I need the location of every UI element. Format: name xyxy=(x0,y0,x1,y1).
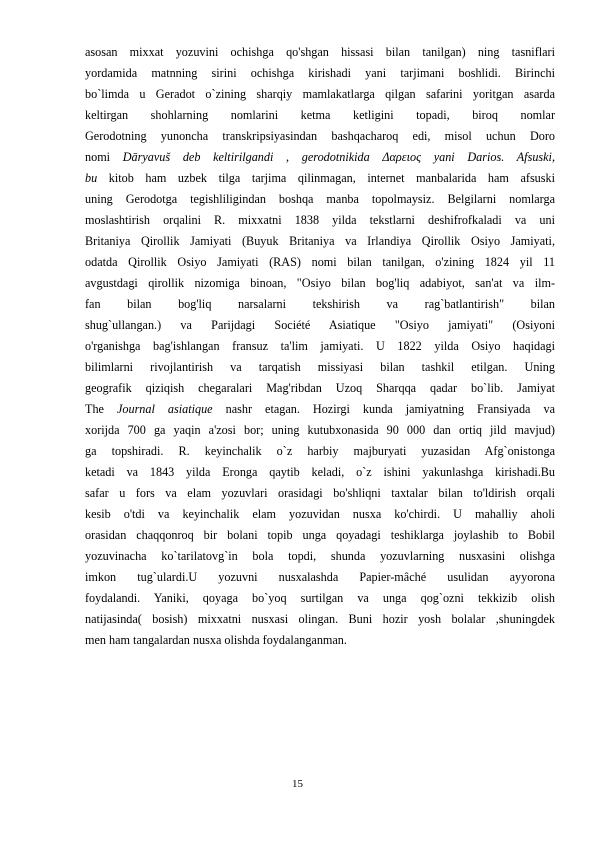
text-line xyxy=(85,294,555,315)
text-segment: Gerodotning yunoncha transkripsiyasindan bashqacharoq edi, misol uchun Doro xyxy=(85,129,555,143)
text-segment: keltirgan shohlarning nomlarini ketma ketligini topadi, biroq nomlar xyxy=(85,108,555,122)
text-line xyxy=(85,126,555,147)
text-line xyxy=(85,273,555,294)
text-line xyxy=(85,210,555,231)
text-segment: kitob ham uzbek tilga tarjima qilinmagan, internet manbalarida ham afsuski xyxy=(97,171,555,185)
text-segment: nomi xyxy=(85,150,123,164)
text-segment: kesib o'tdi va keyinchalik elam yozuvidan nusxa ko'chirdi. U mahalliy aholi xyxy=(85,507,555,521)
text-line xyxy=(85,189,555,210)
text-line xyxy=(85,105,555,126)
text-line xyxy=(85,84,555,105)
text-segment: imkon tug`ulardi.U yozuvni nusxalashda Papier-mâché usulidan ayyorona xyxy=(85,570,555,584)
text-line xyxy=(85,483,555,504)
italic-text: Journal asiatique xyxy=(116,402,213,416)
text-line xyxy=(85,420,555,441)
text-segment: fan bilan bog'liq narsalarni tekshirish va rag`batlantirish" bilan xyxy=(85,297,555,311)
text-segment: shug`ullangan.) va Parijdagi Société Asiatique "Osiyo jamiyati" (Osiyoni xyxy=(85,318,555,332)
text-segment: ga topshiradi. R. keyinchalik o`z harbiy majburyati yuzasidan Afg`onistonga xyxy=(85,444,555,458)
text-line xyxy=(85,567,555,588)
text-line xyxy=(85,252,555,273)
text-segment: odatda Qirollik Osiyo Jamiyati (RAS) nomi bilan tanilgan, o'zining 1824 yil 11 xyxy=(85,255,555,269)
text-segment: natijasinda( bosish) mixxatni nusxasi olingan. Buni hozir yosh bolalar ,shuningdek xyxy=(85,612,555,626)
italic-text: Dāryavuš deb keltirilgandi , gerodotnikida Δαρειος yani Darios. Afsuski, xyxy=(122,150,555,164)
page-number: 15 xyxy=(292,778,303,790)
text-segment: avgustdagi qirollik nizomiga binoan, "Osiyo bilan bog'liq adabiyot, san'at va ilm- xyxy=(85,276,555,290)
text-line xyxy=(85,315,555,336)
text-line xyxy=(85,147,555,168)
text-line xyxy=(85,546,555,567)
body-text xyxy=(85,42,555,651)
text-segment: geografik qiziqish chegaralari Mag'ribdan Uzoq Sharqqa qadar bo`lib. Jamiyat xyxy=(85,381,555,395)
text-segment: yordamida matnning sirini ochishga kirishadi yani tarjimani boshlidi. Birinchi xyxy=(85,66,555,80)
text-line xyxy=(85,462,555,483)
text-segment: o'rganishga bag'ishlangan fransuz ta'lim jamiyati. U 1822 yilda Osiyo haqidagi xyxy=(85,339,555,353)
text-line xyxy=(85,399,555,420)
text-segment: men ham tangalardan nusxa olishda foydalanganman. xyxy=(85,633,347,647)
text-segment: yozuvinacha ko`tarilatovg`in bola topdi, shunda yozuvlarning nusxasini olishga xyxy=(85,549,555,563)
text-line xyxy=(85,504,555,525)
text-line xyxy=(85,231,555,252)
text-segment: Britaniya Qirollik Jamiyati (Buyuk Britaniya va Irlandiya Qirollik Osiyo Jamiyati, xyxy=(85,234,555,248)
text-segment: bilimlarni rivojlantirish va tarqatish missiyasi bilan tashkil etilgan. Uning xyxy=(85,360,555,374)
text-line xyxy=(85,588,555,609)
text-line xyxy=(85,168,555,189)
text-line xyxy=(85,357,555,378)
text-segment: asosan mixxat yozuvini ochishga qo'shgan hissasi bilan tanilgan) ning tasniflari xyxy=(85,45,555,59)
text-segment: ketadi va 1843 yilda Eronga qaytib keladi, o`z ishini yakunlashga kirishadi.Bu xyxy=(85,465,555,479)
text-line xyxy=(85,63,555,84)
text-segment: bo`limda u Geradot o`zining sharqiy mamlakatlarga qilgan safarini yoritgan asarda xyxy=(85,87,555,101)
text-line xyxy=(85,336,555,357)
text-segment: uning Gerodotga tegishliligindan boshqa manba topolmaysiz. Belgilarni nomlarga xyxy=(85,192,555,206)
text-line xyxy=(85,42,555,63)
text-line xyxy=(85,378,555,399)
text-line xyxy=(85,609,555,630)
text-segment: xorijda 700 ga yaqin a'zosi bor; uning kutubxonasida 90 000 dan ortiq jild mavjud) xyxy=(85,423,555,437)
text-line xyxy=(85,525,555,546)
italic-text: bu xyxy=(85,171,98,185)
text-line xyxy=(85,630,555,651)
text-segment: safar u fors va elam yozuvlari orasidagi bo'shliqni taxtalar bilan to'ldirish orqali xyxy=(85,486,555,500)
text-line xyxy=(85,441,555,462)
text-segment: orasidan chaqqonroq bir bolani topib unga qoyadagi teshiklarga joylashib to Bobil xyxy=(85,528,555,542)
text-segment: moslashtirish orqalini R. mixxatni 1838 yilda tekstlarni deshifrofkaladi va uni xyxy=(85,213,555,227)
text-segment: nashr etagan. Hozirgi kunda jamiyatning Fransiyada va xyxy=(212,402,555,416)
text-segment: foydalandi. Yaniki, qoyaga bo`yoq surtilgan va unga qog`ozni tekkizib olish xyxy=(85,591,555,605)
text-segment: The xyxy=(85,402,117,416)
